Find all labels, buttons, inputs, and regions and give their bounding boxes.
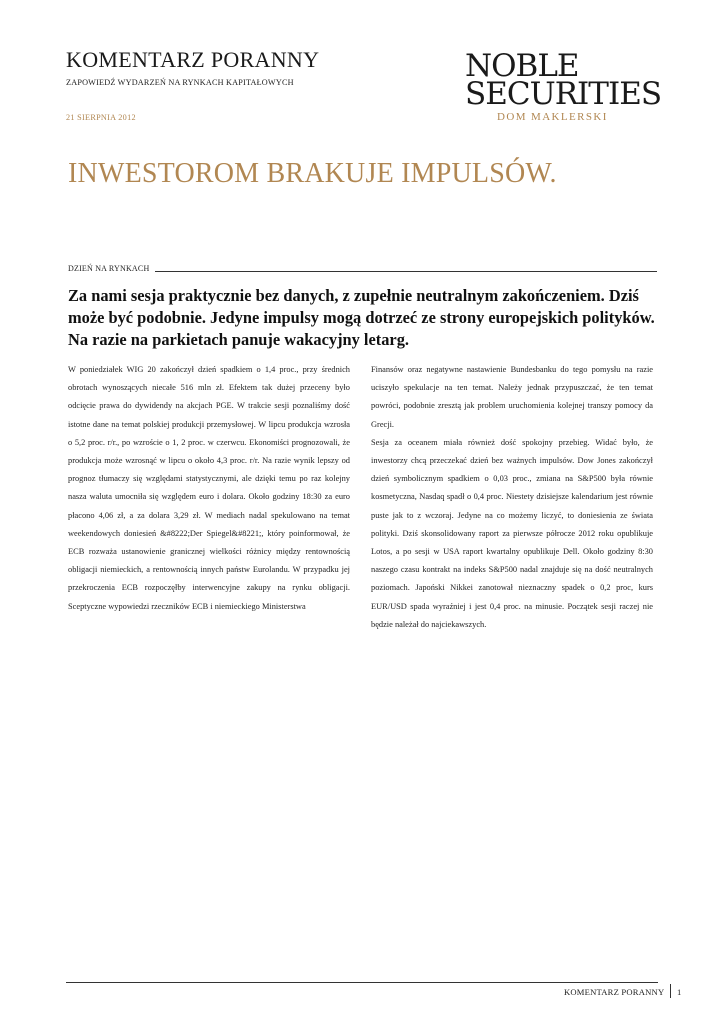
- lead-paragraph: Za nami sesja praktycznie bez danych, z zupełnie neutralnym zakończeniem. Dziś może być podobnie. Jedyne impulsy mogą dotrzeć ze strony europejskich polityków. Na razie na parkietach panuje wakacyjny letarg.: [68, 286, 655, 349]
- right-paragraph-1: Finansów oraz negatywne nastawienie Bundesbanku do tego pomysłu na razie uciszyło spekulacje na ten temat. Należy jednak przypuszczać, że ten temat powróci, podobnie zresztą jak problem uruchomienia kolejnej transzy pomocy da Grecji.: [371, 365, 653, 429]
- page-title: INWESTOROM BRAKUJE IMPULSÓW.: [68, 158, 557, 189]
- footer-label: KOMENTARZ PORANNY: [564, 987, 665, 997]
- footer-separator: [670, 984, 671, 998]
- report-date: 21 SIERPNIA 2012: [66, 113, 136, 122]
- right-column: [371, 361, 653, 634]
- section-label: DZIEŃ NA RYNKACH: [68, 264, 155, 273]
- section-divider: [68, 271, 657, 272]
- left-column: [68, 361, 350, 616]
- logo-line-3: DOM MAKLERSKI: [497, 111, 608, 123]
- left-paragraph-1: W poniedziałek WIG 20 zakończył dzień spadkiem o 1,4 proc., przy średnich obrotach wynoszących niecałe 516 mln zł. Efektem tak dużej przeceny było odcięcie prawa do dywidendy na akcjach PGE. W trakcie sesji poznaliśmy dość istotne dane na temat polskiej produkcji przemysłowej. W lipcu produkcja wzrosła o 5,2 proc. r/r., po wzroście o 1, 2 proc. w czerwcu. Ekonomiści prognozowali, że produkcja może wzrosnąć w lipcu o około 4,3 proc. r/r. Na razie wynik lepszy od prognoz tłumaczy się względami statystycznymi, ale dzięki temu po raz kolejny nasza waluta umocniła się względem euro i dolara. Około godziny 18:30 za euro płacono 4,06 zł, a za dolara 3,29 zł. W mediach nadal spekulowano na temat weekendowych doniesień &#8222;Der Spiegel&#8221;, który poinformował, że ECB rozważa ustanowienie granicznej wielkości różnicy między rentownością obligacji niemieckich, a rentownością innych państw Eurolandu. W przypadku jej przekroczenia ECB rozpoczęłby interwencyjne zakupy na rynku obligacji. Sceptyczne wypowiedzi rzeczników ECB i niemieckiego Ministerstwa: [68, 365, 350, 611]
- logo-line-2: SECURITIES: [465, 76, 662, 112]
- footer-divider: [66, 982, 658, 983]
- logo-line-1: NOBLE: [465, 48, 579, 84]
- noble-securities-logo: [465, 48, 660, 128]
- right-paragraph-2: Sesja za oceanem miała również dość spokojny przebieg. Widać było, że inwestorzy chcą przeczekać dzień bez ważnych impulsów. Dow Jones zakończył dzień symbolicznym spadkiem o 0,03 proc., zmiana na S&P500 była równie kosmetyczna, Nasdaq spadł o 0,4 proc. Niestety dzisiejsze kalendarium jest równie puste jak to z wczoraj. Jedyne na co możemy liczyć, to doniesienia ze świata polityki. Dziś skonsolidowany raport za pierwsze półrocze 2012 roku opublikuje Lotos, a po sesji w USA raport kwartalny opublikuje Dell. Około godziny 8:30 naszego czasu kontrakt na indeks S&P500 nadal znajduje się na dość neutralnych poziomach. Japoński Nikkei zanotował nieznaczny spadek o 0,2 proc, kurs EUR/USD spada wyraźniej i jest 0,4 proc. na minusie. Początek sesji raczej nie będzie należał do najciekawszych.: [371, 437, 653, 629]
- report-subtitle: ZAPOWIEDŹ WYDARZEŃ NA RYNKACH KAPITAŁOWYCH: [66, 78, 294, 87]
- report-title: KOMENTARZ PORANNY: [66, 47, 320, 72]
- page-number: 1: [677, 987, 682, 997]
